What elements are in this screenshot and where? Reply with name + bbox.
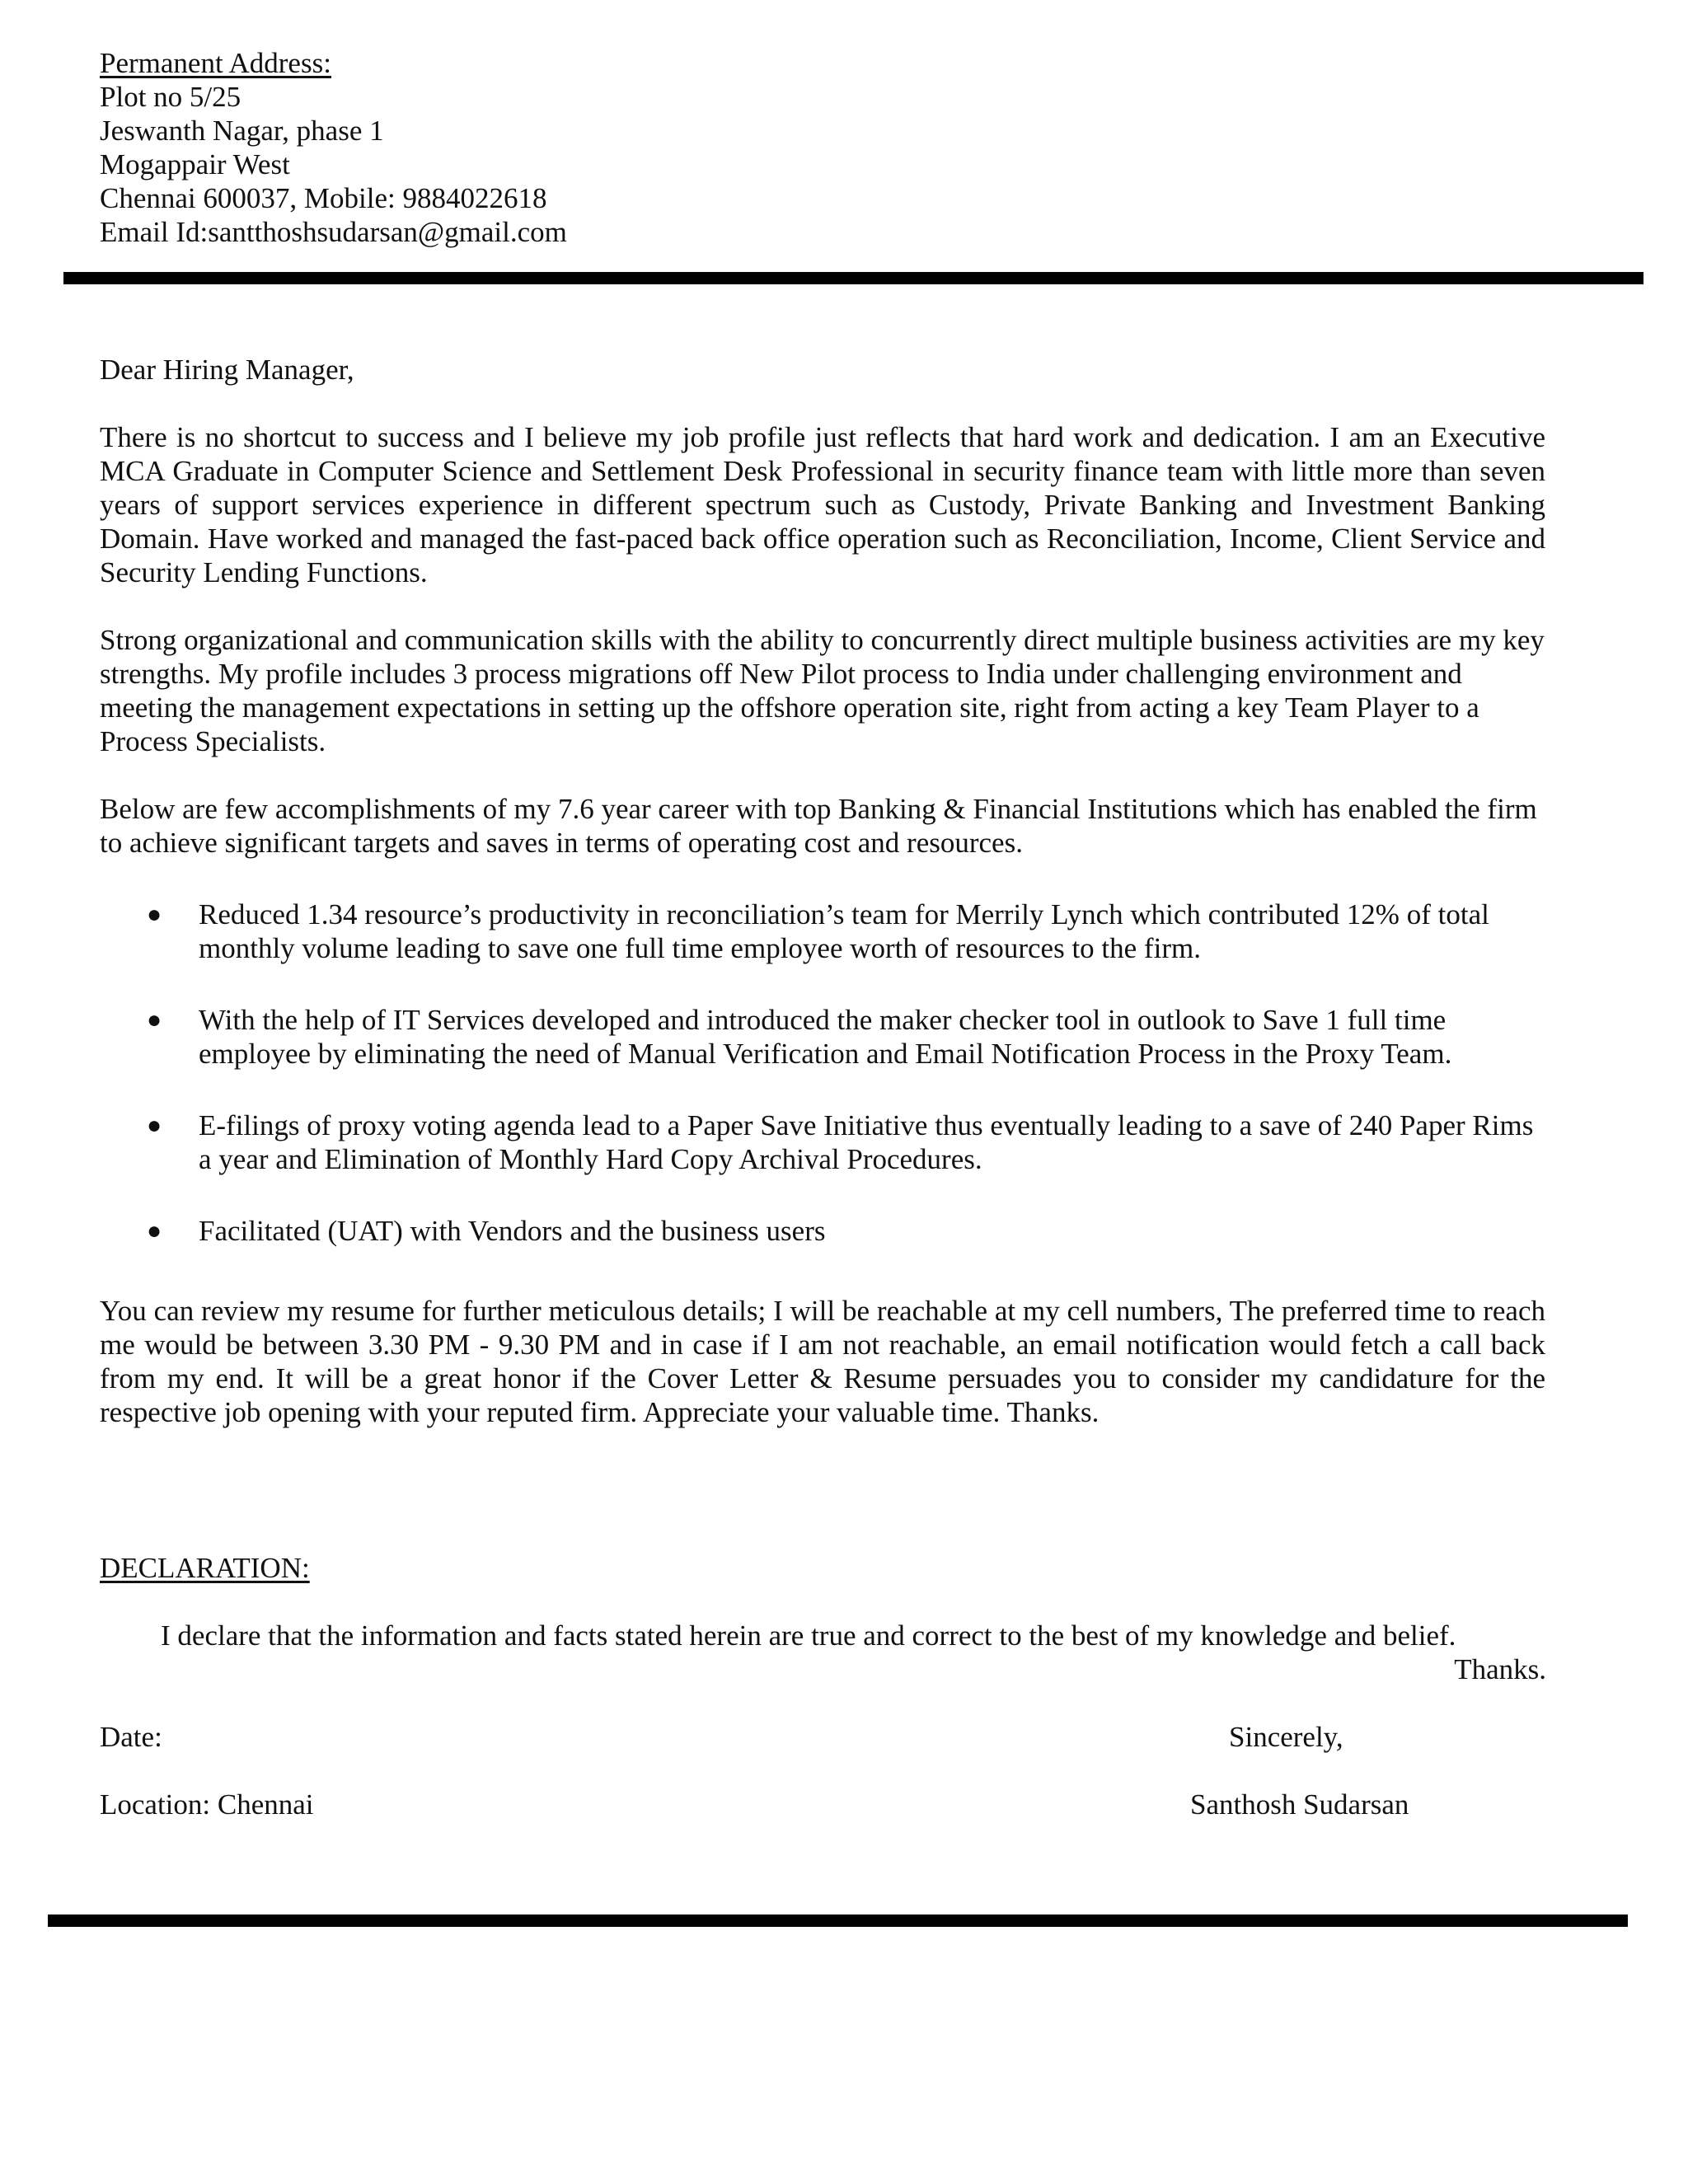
accomplishment-text: E-filings of proxy voting agenda lead to a Paper Save Initiative thus eventually leading to a save of 240 Paper Rims a year and Elimination of Monthly Hard Copy Archival Procedures. <box>199 1109 1534 1175</box>
accomplishments-intro-paragraph: Below are few accomplishments of my 7.6 year career with top Banking & Financial Institutions which has enabled the firm to achieve significant targets and saves in terms of operating cost and resources. <box>100 793 1537 859</box>
closing-sincerely: Sincerely, <box>1229 1721 1343 1753</box>
footer-divider <box>48 1915 1628 1927</box>
declaration-heading: DECLARATION: <box>100 1552 310 1584</box>
address-line-email: Email Id:santthoshsudarsan@gmail.com <box>100 216 567 248</box>
bullet-icon: ● <box>147 901 162 928</box>
bullet-icon: ● <box>147 1217 162 1244</box>
declaration-statement: I declare that the information and facts stated herein are true and correct to the best of my knowledge and belief. <box>161 1619 1456 1652</box>
accomplishment-text: Reduced 1.34 resource’s productivity in reconciliation’s team for Merrily Lynch which contributed 12% of total monthly volume leading to save one full time employee worth of resources to the firm. <box>199 898 1489 964</box>
permanent-address-block <box>100 46 1006 249</box>
signature-name: Santhosh Sudarsan <box>1190 1788 1409 1821</box>
accomplishment-text: Facilitated (UAT) with Vendors and the business users <box>199 1215 826 1247</box>
address-line-city-mobile: Chennai 600037, Mobile: 9884022618 <box>100 182 547 214</box>
date-label: Date: <box>100 1721 162 1753</box>
list-item <box>100 1214 1545 1248</box>
salutation: Dear Hiring Manager, <box>100 354 354 386</box>
list-item <box>100 1003 1545 1071</box>
intro-paragraph: There is no shortcut to success and I believe my job profile just reflects that hard work and dedication. I am an Executive MCA Graduate in Computer Science and Settlement Desk Professional in security finance team with little more than seven years of support services experience in different spectrum such as Custody, Private Banking and Investment Banking Domain. Have worked and managed the fast-paced back office operation such as Reconciliation, Income, Client Service and Security Lending Functions. <box>100 421 1545 588</box>
location-line: Location: Chennai <box>100 1788 314 1821</box>
list-item <box>100 1108 1545 1176</box>
address-heading: Permanent Address: <box>100 47 331 79</box>
bullet-icon: ● <box>147 1006 162 1033</box>
accomplishment-text: With the help of IT Services developed and introduced the maker checker tool in outlook to Save 1 full time employee by eliminating the need of Manual Verification and Email Notification Process in the Proxy Team. <box>199 1004 1452 1070</box>
address-line-area: Mogappair West <box>100 148 290 180</box>
address-line-nagar: Jeswanth Nagar, phase 1 <box>100 115 384 147</box>
bullet-icon: ● <box>147 1112 162 1139</box>
address-line-plot: Plot no 5/25 <box>100 81 241 113</box>
declaration-thanks: Thanks. <box>1454 1653 1546 1685</box>
strengths-paragraph: Strong organizational and communication skills with the ability to concurrently direct multiple business activities are my key strengths. My profile includes 3 process migrations off New Pilot process to India under challenging environment and meeting the management expectations in setting up the offshore operation site, right from acting a key Team Player to a Process Specialists. <box>100 624 1545 757</box>
letter-body <box>100 353 1545 1463</box>
list-item <box>100 898 1545 965</box>
accomplishments-list <box>100 898 1545 1248</box>
header-divider <box>63 272 1643 284</box>
closing-paragraph: You can review my resume for further meticulous details; I will be reachable at my cell numbers, The preferred time to reach me would be between 3.30 PM - 9.30 PM and in case if I am not reachable, an email notification would fetch a call back from my end. It will be a great honor if the Cover Letter & Resume persuades you to consider my candidature for the respective job opening with your reputed firm. Appreciate your valuable time. Thanks. <box>100 1295 1545 1428</box>
